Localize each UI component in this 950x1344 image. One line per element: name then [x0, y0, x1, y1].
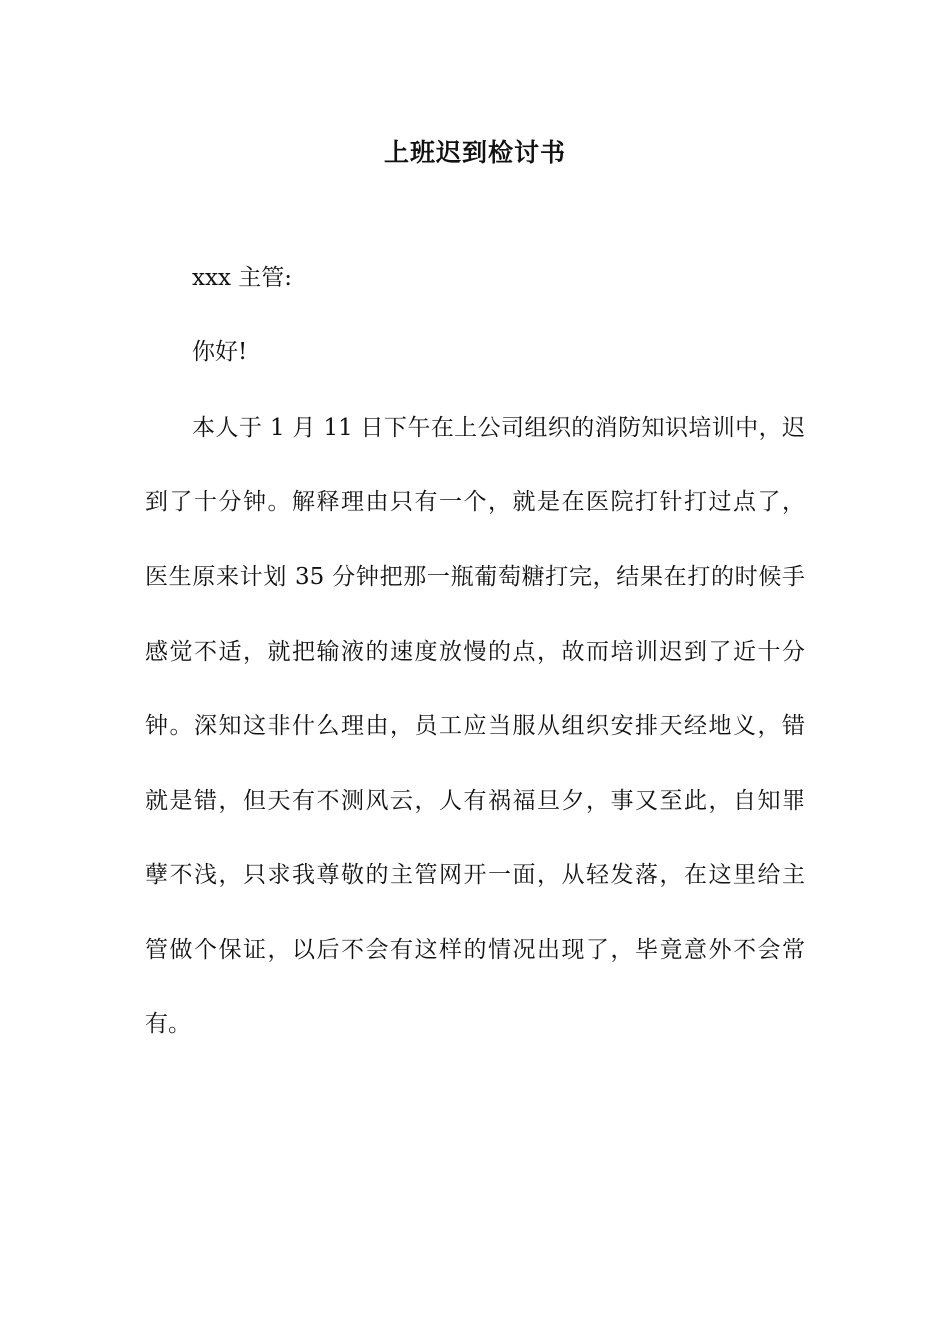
body-line: 医生原来计划 35 分钟把那一瓶葡萄糖打完，结果在打的时候手 — [145, 564, 805, 590]
greeting: 你好! — [192, 339, 248, 365]
body-line: 本人于 1 月 11 日下午在上公司组织的消防知识培训中，迟 — [192, 415, 805, 441]
body-line: 到了十分钟。解释理由只有一个，就是在医院打针打过点了， — [145, 489, 805, 515]
body-line: 钟。深知这非什么理由，员工应当服从组织安排天经地义，错 — [145, 713, 805, 739]
body-line: 感觉不适，就把输液的速度放慢的点，故而培训迟到了近十分 — [145, 639, 805, 665]
body-line: 就是错，但天有不测风云，人有祸福旦夕，事又至此，自知罪 — [145, 788, 805, 814]
body-line: 有。 — [145, 1011, 191, 1037]
document-title: 上班迟到检讨书 — [383, 138, 566, 167]
body-line: 孽不浅，只求我尊敬的主管网开一面，从轻发落，在这里给主 — [145, 862, 805, 888]
body-line: 管做个保证，以后不会有这样的情况出现了，毕竟意外不会常 — [145, 937, 805, 963]
salutation: xxx 主管: — [192, 265, 292, 291]
